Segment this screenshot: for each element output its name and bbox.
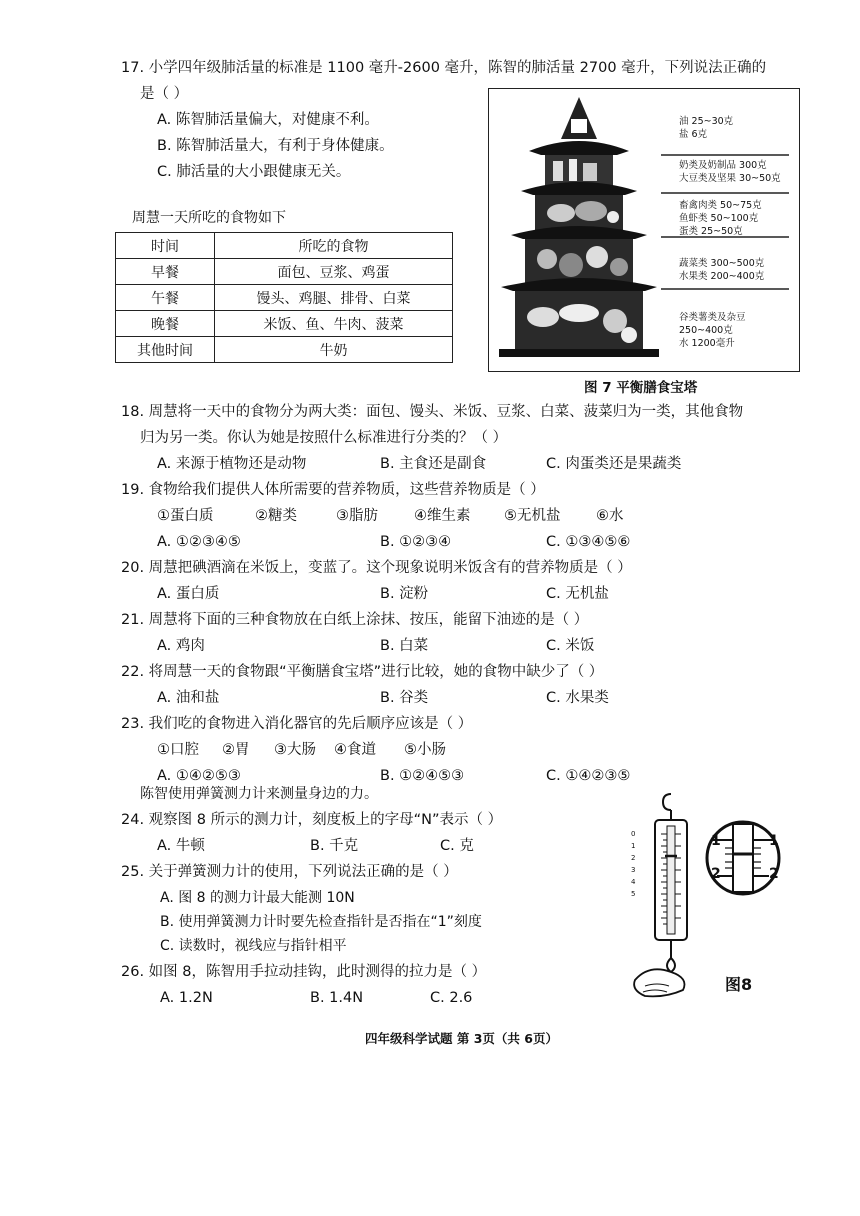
- q19-item: ①蛋白质: [157, 508, 214, 524]
- scale-number: 5: [631, 890, 636, 898]
- q21-option-b: B. 白菜: [380, 638, 429, 654]
- pyramid-label-line: 鱼虾类 50~100克: [679, 213, 759, 224]
- q23-option-c: C. ①④②③⑤: [546, 768, 631, 784]
- q20-stem: 20. 周慧把碘酒滴在米饭上，变蓝了。这个现象说明米饭含有的营养物质是（ ）: [121, 560, 632, 576]
- q17-option-b: B. 陈智肺活量大，有利于身体健康。: [157, 138, 394, 154]
- zoom-number: 1: [769, 833, 779, 849]
- table-cell: 牛奶: [215, 337, 453, 363]
- scale-left-numbers: [631, 828, 635, 900]
- pyramid-label-line: 大豆类及坚果 30~50克: [679, 173, 781, 184]
- table-header-cell: 所吃的食物: [215, 233, 453, 259]
- table-header-cell: 时间: [116, 233, 215, 259]
- figure8-caption: 图8: [725, 975, 753, 994]
- q24-stem: 24. 观察图 8 所示的测力计，刻度板上的字母“N”表示（ ）: [121, 812, 503, 828]
- q19-item: ④维生素: [414, 508, 471, 524]
- pyramid-label-dairy: [679, 159, 781, 185]
- pyramid-label-oil-salt: [679, 115, 733, 141]
- pyramid-label-line: 谷类薯类及杂豆: [679, 312, 746, 323]
- q22-option-a: A. 油和盐: [157, 690, 220, 706]
- pyramid-label-line: 奶类及奶制品 300克: [679, 160, 767, 171]
- table-row: [116, 259, 453, 285]
- table-cell: 午餐: [116, 285, 215, 311]
- q19-item: ②糖类: [255, 508, 297, 524]
- table-cell: 米饭、鱼、牛肉、菠菜: [215, 311, 453, 337]
- q18-option-c: C. 肉蛋类还是果蔬类: [546, 456, 682, 472]
- food-pyramid-figure: [488, 88, 800, 372]
- scale-number: 1: [631, 842, 636, 850]
- q17-option-c: C. 肺活量的大小跟健康无关。: [157, 164, 351, 180]
- pyramid-label-line: 水 1200毫升: [679, 338, 735, 349]
- q25-option-a: A. 图 8 的测力计最大能测 10N: [160, 890, 355, 906]
- q22-option-b: B. 谷类: [380, 690, 429, 706]
- q22-option-c: C. 水果类: [546, 690, 609, 706]
- section-intro: 陈智使用弹簧测力计来测量身边的力。: [140, 786, 378, 802]
- q26-option-b: B. 1.4N: [310, 990, 364, 1006]
- q19-item: ③脂肪: [336, 508, 378, 524]
- q19-stem: 19. 食物给我们提供人体所需要的营养物质，这些营养物质是（ ）: [121, 482, 545, 498]
- q23-stem: 23. 我们吃的食物进入消化器官的先后顺序应该是（ ）: [121, 716, 473, 732]
- scale-number: 4: [631, 878, 636, 886]
- table-cell: 其他时间: [116, 337, 215, 363]
- table-cell: 早餐: [116, 259, 215, 285]
- q26-option-c: C. 2.6: [430, 990, 473, 1006]
- q21-stem: 21. 周慧将下面的三种食物放在白纸上涂抹、按压，能留下油迹的是（ ）: [121, 612, 589, 628]
- table-cell: 馒头、鸡腿、排骨、白菜: [215, 285, 453, 311]
- q23-option-a: A. ①④②⑤③: [157, 768, 241, 784]
- pyramid-label-line: 畜禽肉类 50~75克: [679, 200, 762, 211]
- q23-item: ②胃: [222, 742, 250, 758]
- q17-stem-line2: 是（ ）: [140, 86, 189, 102]
- table-cell: 面包、豆浆、鸡蛋: [215, 259, 453, 285]
- pyramid-label-line: 油 25~30克: [679, 116, 734, 127]
- pyramid-label-line: 蛋类 25~50克: [679, 226, 743, 237]
- q26-stem: 26. 如图 8，陈智用手拉动挂钩，此时测得的拉力是（ ）: [121, 964, 487, 980]
- q21-option-a: A. 鸡肉: [157, 638, 205, 654]
- q25-option-b: B. 使用弹簧测力计时要先检查指针是否指在“1”刻度: [160, 914, 482, 930]
- q19-item: ⑤无机盐: [504, 508, 561, 524]
- figure7-caption: 图 7 平衡膳食宝塔: [584, 380, 698, 396]
- zoom-number: 1: [711, 833, 721, 849]
- q17-stem-line1: 17. 小学四年级肺活量的标准是 1100 毫升-2600 毫升，陈智的肺活量 2700 毫升，下列说法正确的: [121, 60, 767, 76]
- q19-option-c: C. ①③④⑤⑥: [546, 534, 631, 550]
- pyramid-label-line: 盐 6克: [679, 129, 708, 140]
- q23-item: ⑤小肠: [404, 742, 446, 758]
- q20-option-c: C. 无机盐: [546, 586, 609, 602]
- pyramid-label-line: 蔬菜类 300~500克: [679, 258, 765, 269]
- pyramid-label-line: 250~400克: [679, 325, 733, 336]
- q19-option-b: B. ①②③④: [380, 534, 452, 550]
- q20-option-a: A. 蛋白质: [157, 586, 220, 602]
- table-row: [116, 285, 453, 311]
- pyramid-label-meat: [679, 199, 762, 238]
- q22-stem: 22. 将周慧一天的食物跟“平衡膳食宝塔”进行比较，她的食物中缺少了（ ）: [121, 664, 604, 680]
- q18-option-b: B. 主食还是副食: [380, 456, 487, 472]
- q26-option-a: A. 1.2N: [160, 990, 213, 1006]
- q21-option-c: C. 米饭: [546, 638, 595, 654]
- page-footer: 四年级科学试题 第 3页（共 6页）: [365, 1031, 558, 1046]
- table-row: [116, 311, 453, 337]
- q23-option-b: B. ①②④⑤③: [380, 768, 465, 784]
- q18-option-a: A. 来源于植物还是动物: [157, 456, 307, 472]
- q24-option-a: A. 牛顿: [157, 838, 205, 854]
- zoom-number: 2: [711, 866, 721, 882]
- q19-option-a: A. ①②③④⑤: [157, 534, 241, 550]
- spring-scale-figure: [625, 790, 795, 1005]
- spring-scale-drawing: [625, 790, 795, 1005]
- pyramid-label-grains: [679, 311, 746, 350]
- food-table: [115, 232, 453, 363]
- food-table-intro: 周慧一天所吃的食物如下: [132, 210, 286, 226]
- scale-number: 2: [631, 854, 636, 862]
- q23-item: ④食道: [334, 742, 376, 758]
- zoom-number: 2: [769, 866, 779, 882]
- q25-option-c: C. 读数时，视线应与指针相平: [160, 938, 347, 954]
- q18-stem-line2: 归为另一类。你认为她是按照什么标准进行分类的？（ ）: [140, 430, 508, 446]
- table-cell: 晚餐: [116, 311, 215, 337]
- q19-item: ⑥水: [596, 508, 624, 524]
- pyramid-label-veg-fruit: [679, 257, 764, 283]
- q23-item: ①口腔: [157, 742, 199, 758]
- q25-stem: 25. 关于弹簧测力计的使用，下列说法正确的是（ ）: [121, 864, 458, 880]
- q24-option-b: B. 千克: [310, 838, 359, 854]
- q17-option-a: A. 陈智肺活量偏大，对健康不利。: [157, 112, 379, 128]
- q18-stem-line1: 18. 周慧将一天中的食物分为两大类：面包、馒头、米饭、豆浆、白菜、菠菜归为一类，其他食物: [121, 404, 744, 420]
- table-header-row: [116, 233, 453, 259]
- q20-option-b: B. 淀粉: [380, 586, 429, 602]
- table-row: [116, 337, 453, 363]
- q23-item: ③大肠: [274, 742, 316, 758]
- pyramid-label-line: 水果类 200~400克: [679, 271, 765, 282]
- scale-number: 3: [631, 866, 636, 874]
- q24-option-c: C. 克: [440, 838, 474, 854]
- scale-number: 0: [631, 830, 636, 838]
